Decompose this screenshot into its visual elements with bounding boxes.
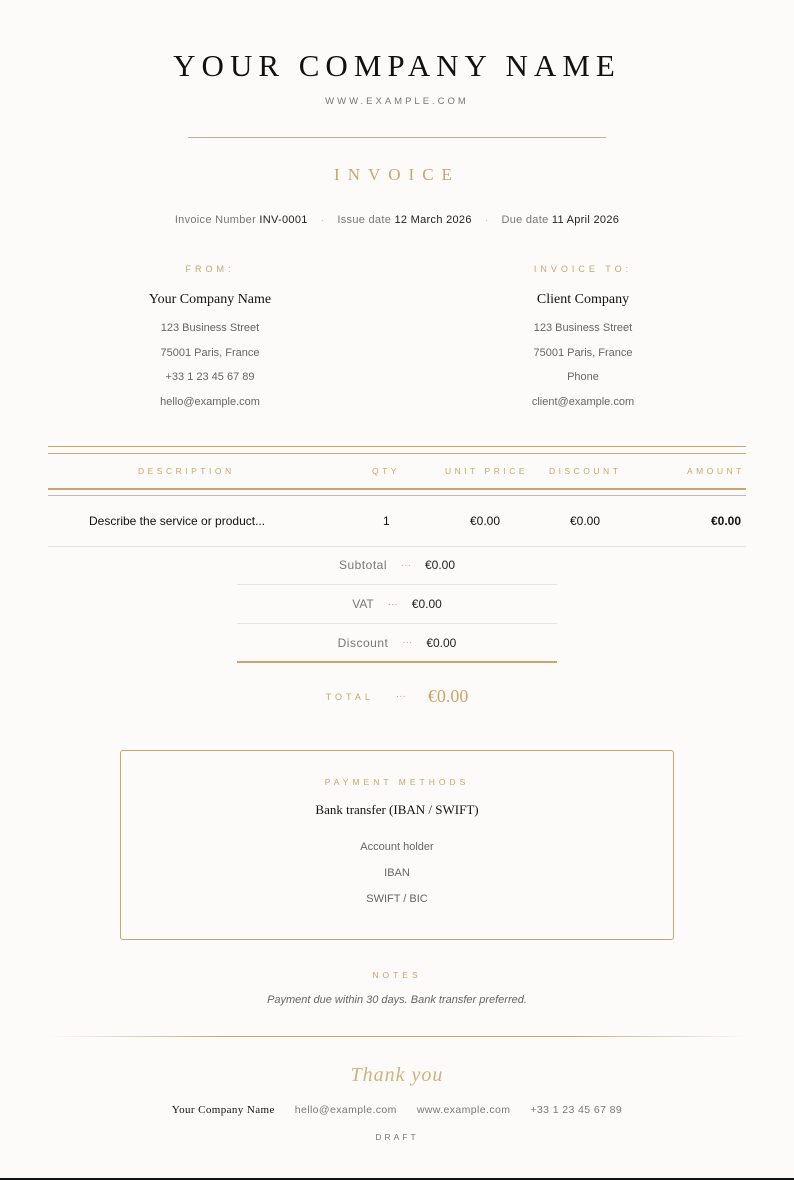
due-date: 11 April 2026 xyxy=(551,214,620,226)
footer-email: hello@example.com xyxy=(294,1104,397,1116)
draft-status: DRAFT xyxy=(375,1132,419,1142)
subtotal-value: €0.00 xyxy=(425,558,456,572)
footer-divider xyxy=(48,1036,746,1037)
to-city: 75001 Paris, France xyxy=(533,346,633,359)
payment-method: Bank transfer (IBAN / SWIFT) xyxy=(315,802,479,817)
header-description: DESCRIPTION xyxy=(138,466,235,476)
vat-row xyxy=(237,585,557,624)
from-label: FROM: xyxy=(185,264,235,274)
notes-text: Payment due within 30 days. Bank transfer preferred. xyxy=(267,994,527,1006)
from-name: Your Company Name xyxy=(148,292,272,307)
row-unit-price[interactable]: €0.00 xyxy=(470,514,501,528)
iban: IBAN xyxy=(384,867,410,879)
header-divider xyxy=(188,137,606,138)
issue-date-label: Issue date xyxy=(337,214,392,226)
company-website: WWW.EXAMPLE.COM xyxy=(325,96,469,107)
total-value: €0.00 xyxy=(427,686,469,706)
discount-value: €0.00 xyxy=(426,635,457,650)
separator: ··· xyxy=(402,637,413,648)
separator: ··· xyxy=(387,598,398,610)
total-row xyxy=(0,686,794,707)
vat-value: €0.00 xyxy=(411,597,442,611)
header-qty: QTY xyxy=(372,466,400,476)
from-phone: +33 1 23 45 67 89 xyxy=(165,371,255,383)
from-block xyxy=(60,264,360,414)
notes-label: NOTES xyxy=(372,970,422,980)
total-label: TOTAL xyxy=(325,691,374,702)
subtotal-label: Subtotal xyxy=(338,558,387,572)
invoice-number: INV-0001 xyxy=(259,214,308,226)
subtotal-row xyxy=(237,546,557,585)
footer-contacts xyxy=(0,1104,794,1116)
header-amount: AMOUNT xyxy=(687,466,745,476)
swift-bic: SWIFT / BIC xyxy=(366,893,428,905)
from-city: 75001 Paris, France xyxy=(160,346,260,359)
payment-label: PAYMENT METHODS xyxy=(324,777,470,787)
invoice-meta: Invoice Number INV-0001 · Issue date 12 March 2026 · Due date 11 April 2026 xyxy=(174,214,620,226)
footer-phone: +33 1 23 45 67 89 xyxy=(530,1104,623,1116)
header-discount: DISCOUNT xyxy=(549,466,622,476)
to-email: client@example.com xyxy=(531,395,635,408)
invoice-title: INVOICE xyxy=(334,165,460,184)
from-street: 123 Business Street xyxy=(160,322,260,334)
to-phone: Phone xyxy=(567,371,599,383)
to-label: INVOICE TO: xyxy=(533,264,633,274)
row-description[interactable]: Describe the service or product... xyxy=(89,514,266,528)
from-email: hello@example.com xyxy=(160,395,260,408)
account-holder: Account holder xyxy=(360,841,434,853)
header-unit-price: UNIT PRICE xyxy=(445,466,529,476)
vat-label: VAT xyxy=(352,597,374,611)
separator: ··· xyxy=(395,691,406,702)
row-discount[interactable]: €0.00 xyxy=(570,514,601,528)
discount-label: Discount xyxy=(337,635,389,650)
payment-box xyxy=(120,750,674,940)
thank-you: Thank you xyxy=(350,1064,444,1086)
footer-company: Your Company Name xyxy=(171,1104,275,1116)
row-amount: €0.00 xyxy=(711,514,742,528)
separator: ··· xyxy=(401,559,411,571)
company-name: YOUR COMPANY NAME xyxy=(173,48,621,83)
discount-row xyxy=(237,624,557,663)
footer-website: www.example.com xyxy=(416,1104,511,1116)
to-street: 123 Business Street xyxy=(533,322,633,334)
invoice-number-label: Invoice Number xyxy=(174,214,257,226)
due-date-label: Due date xyxy=(501,214,549,226)
row-qty[interactable]: 1 xyxy=(383,514,390,528)
issue-date: 12 March 2026 xyxy=(394,214,472,226)
to-name: Client Company xyxy=(536,292,630,307)
to-block xyxy=(433,264,733,414)
